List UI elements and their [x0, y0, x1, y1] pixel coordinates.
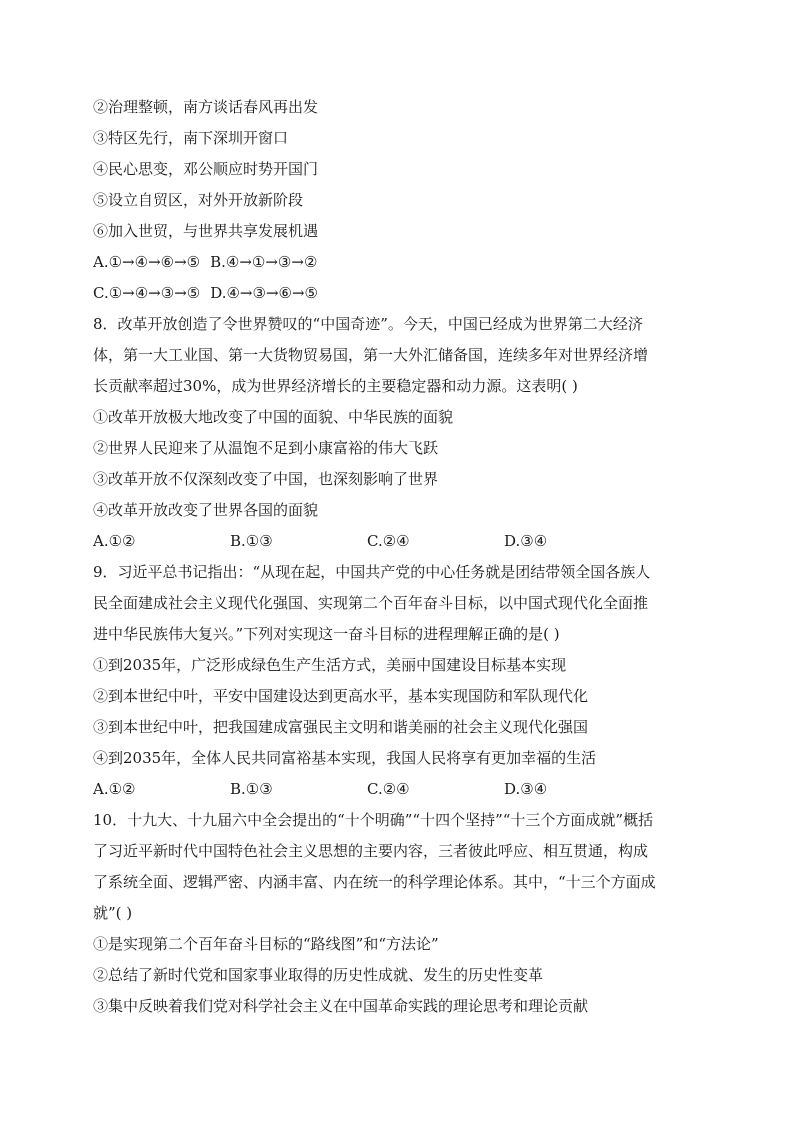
- q9-item: ③到本世纪中叶，把我国建成富强民主文明和谐美丽的社会主义现代化强国: [93, 718, 589, 736]
- option-a: A.①②: [93, 780, 136, 798]
- q8-item: ③改革开放不仅深刻改变了中国，也深刻影响了世界: [93, 470, 439, 488]
- question-7-continued: [93, 92, 713, 309]
- q10-item: ②总结了新时代党和国家事业取得的历史性成就、发生的历史性变革: [93, 966, 544, 984]
- q10-item: ①是实现第二个百年奋斗目标的“路线图”和“方法论”: [93, 935, 439, 953]
- option-d: D.③④: [504, 780, 548, 798]
- q8-item: ④改革开放改变了世界各国的面貌: [93, 501, 319, 519]
- q7-options-row-2: [93, 278, 713, 309]
- q8-stem-line: 体，第一大工业国、第一大货物贸易国，第一大外汇储备国，连续多年对世界经济增: [93, 346, 649, 364]
- q9-stem-line: 民全面建成社会主义现代化强国、实现第二个百年奋斗目标，以中国式现代化全面推: [93, 594, 649, 612]
- option-d: D.③④: [504, 532, 548, 550]
- q8-item: ①改革开放极大地改变了中国的面貌、中华民族的面貌: [93, 408, 454, 426]
- q9-item: ②到本世纪中叶，平安中国建设达到更高水平，基本实现国防和军队现代化: [93, 687, 589, 705]
- q9-stem-line: 进中华民族伟大复兴。”下列对实现这一奋斗目标的进程理解正确的是( ): [93, 625, 560, 643]
- option-b: B.①③: [230, 780, 273, 798]
- option-c: C.②④: [367, 780, 410, 798]
- question-8: [93, 309, 713, 557]
- q7-item: ⑤设立自贸区，对外开放新阶段: [93, 191, 304, 209]
- question-10: [93, 805, 713, 1022]
- question-9: [93, 557, 713, 805]
- q8-options: [93, 526, 713, 557]
- q10-stem-line: 就”( ): [93, 904, 133, 922]
- q7-item: ③特区先行，南下深圳开窗口: [93, 129, 289, 147]
- q10-stem-line: 了习近平新时代中国特色社会主义思想的主要内容，三者彼此呼应、相互贯通，构成: [93, 842, 649, 860]
- q10-stem-line: 10．十九大、十九届六中全会提出的“十个明确”“十四个坚持”“十三个方面成就”概括: [93, 811, 654, 829]
- option-d: D.④→③→⑥→⑤: [210, 284, 318, 302]
- option-a: A.①②: [93, 532, 136, 550]
- q10-stem-line: 了系统全面、逻辑严密、内涵丰富、内在统一的科学理论体系。其中，“十三个方面成: [93, 873, 656, 891]
- q7-item: ④民心思变，邓公顺应时势开国门: [93, 160, 319, 178]
- q8-stem-line: 长贡献率超过30%，成为世界经济增长的主要稳定器和动力源。这表明( ): [93, 377, 578, 395]
- option-c: C.②④: [367, 532, 410, 550]
- q8-stem-line: 8．改革开放创造了令世界赞叹的“中国奇迹”。今天，中国已经成为世界第二大经济: [93, 315, 643, 333]
- q7-item: ⑥加入世贸，与世界共享发展机遇: [93, 222, 319, 240]
- q9-stem-line: 9．习近平总书记指出：“从现在起，中国共产党的中心任务就是团结带领全国各族人: [93, 563, 651, 581]
- q7-options-row-1: [93, 247, 713, 278]
- q9-item: ①到2035年，广泛形成绿色生产生活方式，美丽中国建设目标基本实现: [93, 656, 567, 674]
- q7-item: ②治理整顿，南方谈话春风再出发: [93, 98, 319, 116]
- option-b: B.④→①→③→②: [210, 253, 318, 271]
- q10-item: ③集中反映着我们党对科学社会主义在中国革命实践的理论思考和理论贡献: [93, 997, 589, 1015]
- option-a: A.①→④→⑥→⑤: [93, 253, 201, 271]
- q8-item: ②世界人民迎来了从温饱不足到小康富裕的伟大飞跃: [93, 439, 439, 457]
- q9-options: [93, 774, 713, 805]
- option-c: C.①→④→③→⑤: [93, 284, 201, 302]
- exam-page: [93, 92, 713, 1022]
- q9-item: ④到2035年，全体人民共同富裕基本实现，我国人民将享有更加幸福的生活: [93, 749, 597, 767]
- option-b: B.①③: [230, 532, 273, 550]
